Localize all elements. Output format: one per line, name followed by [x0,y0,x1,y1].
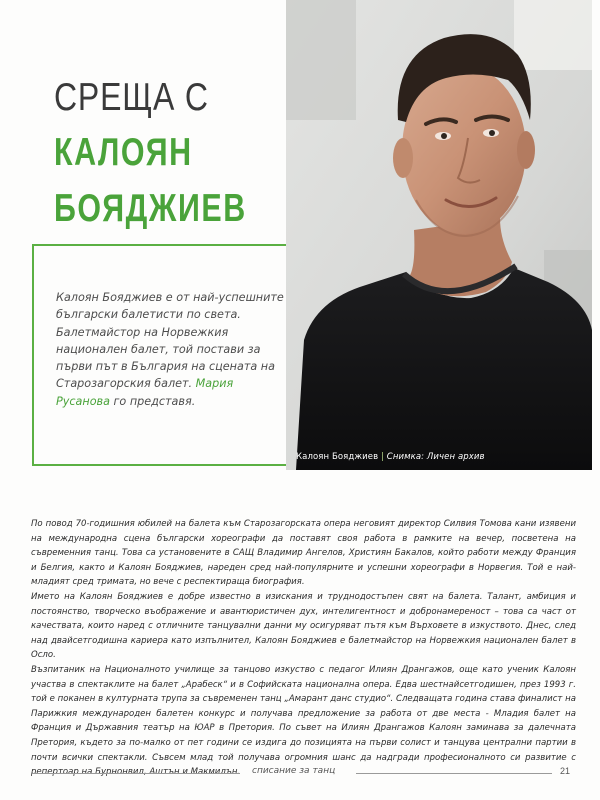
body-paragraph-1: По повод 70-годишния юбилей на балета към Старозагорската опера неговият директор Силвия Томова кани изявени на международна сцена български хореографи да поставят своя работа в рамките на вечер, посветена на съвременния танц. Това са установените в САЩ Владимир Ангелов, Християн Бакалов, който работи между Франция и Белгия, както и Калоян Бояджиев, нареден сред най-популярните и успешни хореографи в Норвегия. Той е най-младият сред тримата, но вече с респектираща биография. [31,519,576,588]
lead-author: Мария Русанова [56,377,234,408]
lead-suffix: го представя. [113,394,196,408]
footer-magazine-title: списание за танц [252,766,336,776]
caption-separator: | [381,452,384,462]
footer-rule-left [32,773,240,774]
caption-name: Калоян Бояджиев [296,452,379,462]
lead-text: Калоян Бояджиев е от най-успешните български балетисти по света. Балетмайстор на Норвежкия национален балет, той постави за първи път в България на сцената на Старозагорския балет. [56,291,284,391]
footer-rule-right [356,773,552,774]
body-paragraph-3: Възпитаник на Националното училище за танцово изкуство с педагог Илиян Дрангажов, още като ученик Калоян участва в спектаклите на балет „Арабеск“ и в Софийската национална опера. Едва шестнайсетгодишен, през 1993 г. той е поканен в културната трупа за съвременен танц „Амарант данс студио“. Следващата година става финалист на Парижкия международен балетен конкурс и получава предложение за работа от две места - Младия балет на Франция и Държавния театър на ЮАР в Претория. По съвет на Илиян Дрангажов Калоян заминава за далечната Претория, където за по-малко от пет години се издига до позицията на първи солист и танцува централни партии в почти всички спектакли. Съвсем млад той получава огромния шанс да надгради професионалното си развитие с [31,664,576,763]
title-line-3: БОЯДЖИЕВ [54,187,247,230]
lead-paragraph [56,289,288,410]
article-body [31,517,576,780]
page-number: 21 [560,766,571,776]
caption-credit: Снимка: Личен архив [386,452,485,462]
portrait-photo [286,0,592,470]
title-line-2: КАЛОЯН [54,131,193,174]
title-line-1: СРЕЩА С [54,76,209,119]
body-paragraph-2: Името на Калоян Бояджиев е добре известно в изискания и труднодостъпен свят на балета. Талант, амбиция и постоянство, творческо въображение и авантюристичен дух, интелигентност и добронамереност – това са част от качествата, които наред с отличните танцувални данни му осигуряват пътя към Върховете в изкуството. Днес, след над двайсетгодишна кариера като изпълнител, Калоян Бояджиев е балетмайстор на Норвежкия национален балет в Осло. [31,591,576,661]
article-title [54,78,284,228]
photo-caption [296,452,485,462]
portrait-illustration [286,0,592,470]
